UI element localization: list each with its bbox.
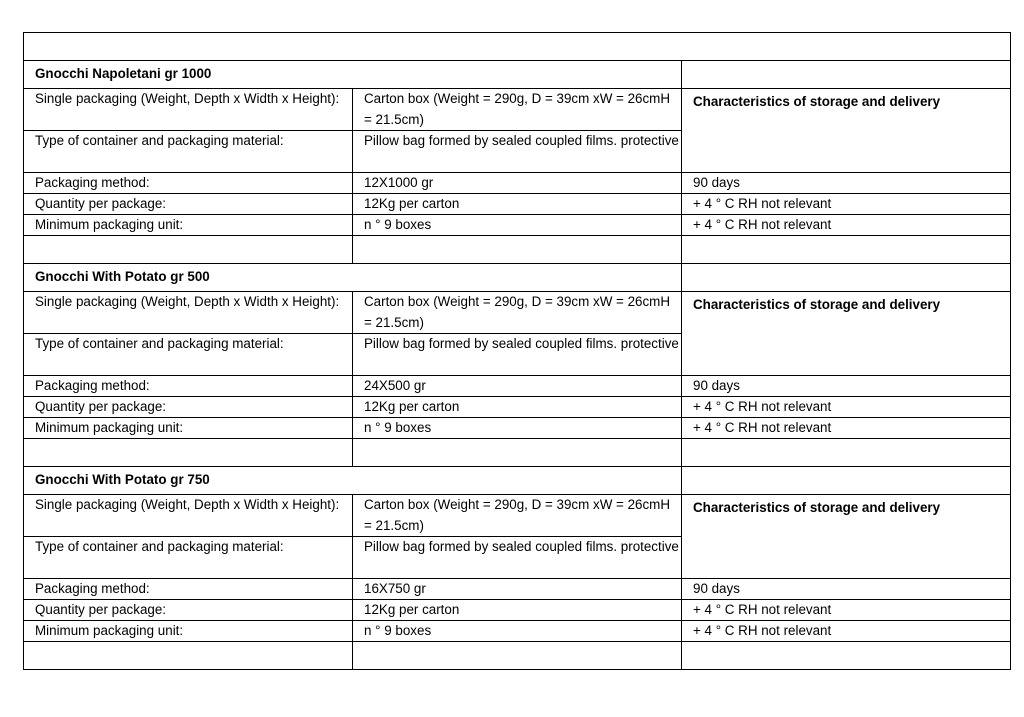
container-value: Pillow bag formed by sealed coupled films. protective (353, 537, 682, 579)
blank-cell (682, 439, 1011, 467)
min-unit-label: Minimum packaging unit: (24, 418, 353, 439)
min-unit-value: n ° 9 boxes (353, 418, 682, 439)
packaging-method-label: Packaging method: (24, 173, 353, 194)
blank-cell (353, 439, 682, 467)
single-packaging-value: Carton box (Weight = 290g, D = 39cm xW = 26cmH = 21.5cm) (353, 495, 682, 537)
single-packaging-label: Single packaging (Weight, Depth x Width x Height): (24, 89, 353, 131)
product-title-row (24, 61, 1011, 89)
spacer-row (24, 236, 1011, 264)
blank-cell (24, 236, 353, 264)
shelf-life-value: 90 days (682, 579, 1011, 600)
blank-cell (682, 642, 1011, 670)
characteristics-heading: Characteristics of storage and delivery (682, 89, 1011, 173)
blank-cell (682, 264, 1011, 292)
table-row (24, 579, 1011, 600)
quantity-label: Quantity per package: (24, 397, 353, 418)
blank-cell (24, 439, 353, 467)
blank-cell (682, 61, 1011, 89)
quantity-label: Quantity per package: (24, 194, 353, 215)
container-label: Type of container and packaging material: (24, 334, 353, 376)
blank-cell (682, 467, 1011, 495)
single-packaging-label: Single packaging (Weight, Depth x Width x Height): (24, 495, 353, 537)
table-row (24, 418, 1011, 439)
table-row (24, 173, 1011, 194)
single-packaging-value: Carton box (Weight = 290g, D = 39cm xW = 26cmH = 21.5cm) (353, 292, 682, 334)
table-header-blank-row (24, 33, 1011, 61)
storage-condition: + 4 ° C RH not relevant (682, 621, 1011, 642)
product-title: Gnocchi Napoletani gr 1000 (24, 61, 682, 89)
blank-cell (24, 33, 1011, 61)
table-row (24, 194, 1011, 215)
storage-condition: + 4 ° C RH not relevant (682, 397, 1011, 418)
blank-cell (353, 642, 682, 670)
min-unit-label: Minimum packaging unit: (24, 621, 353, 642)
container-value: Pillow bag formed by sealed coupled films. protective (353, 131, 682, 173)
container-label: Type of container and packaging material: (24, 131, 353, 173)
quantity-value: 12Kg per carton (353, 600, 682, 621)
blank-cell (682, 236, 1011, 264)
characteristics-heading: Characteristics of storage and delivery (682, 495, 1011, 579)
shelf-life-value: 90 days (682, 173, 1011, 194)
table-row (24, 397, 1011, 418)
single-packaging-label: Single packaging (Weight, Depth x Width x Height): (24, 292, 353, 334)
single-packaging-value: Carton box (Weight = 290g, D = 39cm xW = 26cmH = 21.5cm) (353, 89, 682, 131)
spacer-row (24, 439, 1011, 467)
table-row (24, 376, 1011, 397)
min-unit-label: Minimum packaging unit: (24, 215, 353, 236)
min-unit-value: n ° 9 boxes (353, 621, 682, 642)
packaging-method-value: 12X1000 gr (353, 173, 682, 194)
product-title: Gnocchi With Potato gr 500 (24, 264, 682, 292)
storage-condition: + 4 ° C RH not relevant (682, 194, 1011, 215)
table-row (24, 600, 1011, 621)
characteristics-heading: Characteristics of storage and delivery (682, 292, 1011, 376)
table-row (24, 89, 1011, 131)
table-row (24, 495, 1011, 537)
packaging-method-value: 24X500 gr (353, 376, 682, 397)
container-value: Pillow bag formed by sealed coupled films. protective (353, 334, 682, 376)
spacer-row (24, 642, 1011, 670)
blank-cell (24, 642, 353, 670)
shelf-life-value: 90 days (682, 376, 1011, 397)
container-label: Type of container and packaging material: (24, 537, 353, 579)
packaging-method-value: 16X750 gr (353, 579, 682, 600)
quantity-label: Quantity per package: (24, 600, 353, 621)
product-title-row (24, 264, 1011, 292)
storage-condition: + 4 ° C RH not relevant (682, 600, 1011, 621)
quantity-value: 12Kg per carton (353, 397, 682, 418)
product-title-row (24, 467, 1011, 495)
table-row (24, 292, 1011, 334)
table-row (24, 215, 1011, 236)
min-unit-value: n ° 9 boxes (353, 215, 682, 236)
packaging-method-label: Packaging method: (24, 376, 353, 397)
table-row (24, 621, 1011, 642)
storage-condition: + 4 ° C RH not relevant (682, 418, 1011, 439)
storage-condition: + 4 ° C RH not relevant (682, 215, 1011, 236)
blank-cell (353, 236, 682, 264)
quantity-value: 12Kg per carton (353, 194, 682, 215)
packaging-method-label: Packaging method: (24, 579, 353, 600)
product-title: Gnocchi With Potato gr 750 (24, 467, 682, 495)
packaging-spec-table (23, 32, 1011, 670)
